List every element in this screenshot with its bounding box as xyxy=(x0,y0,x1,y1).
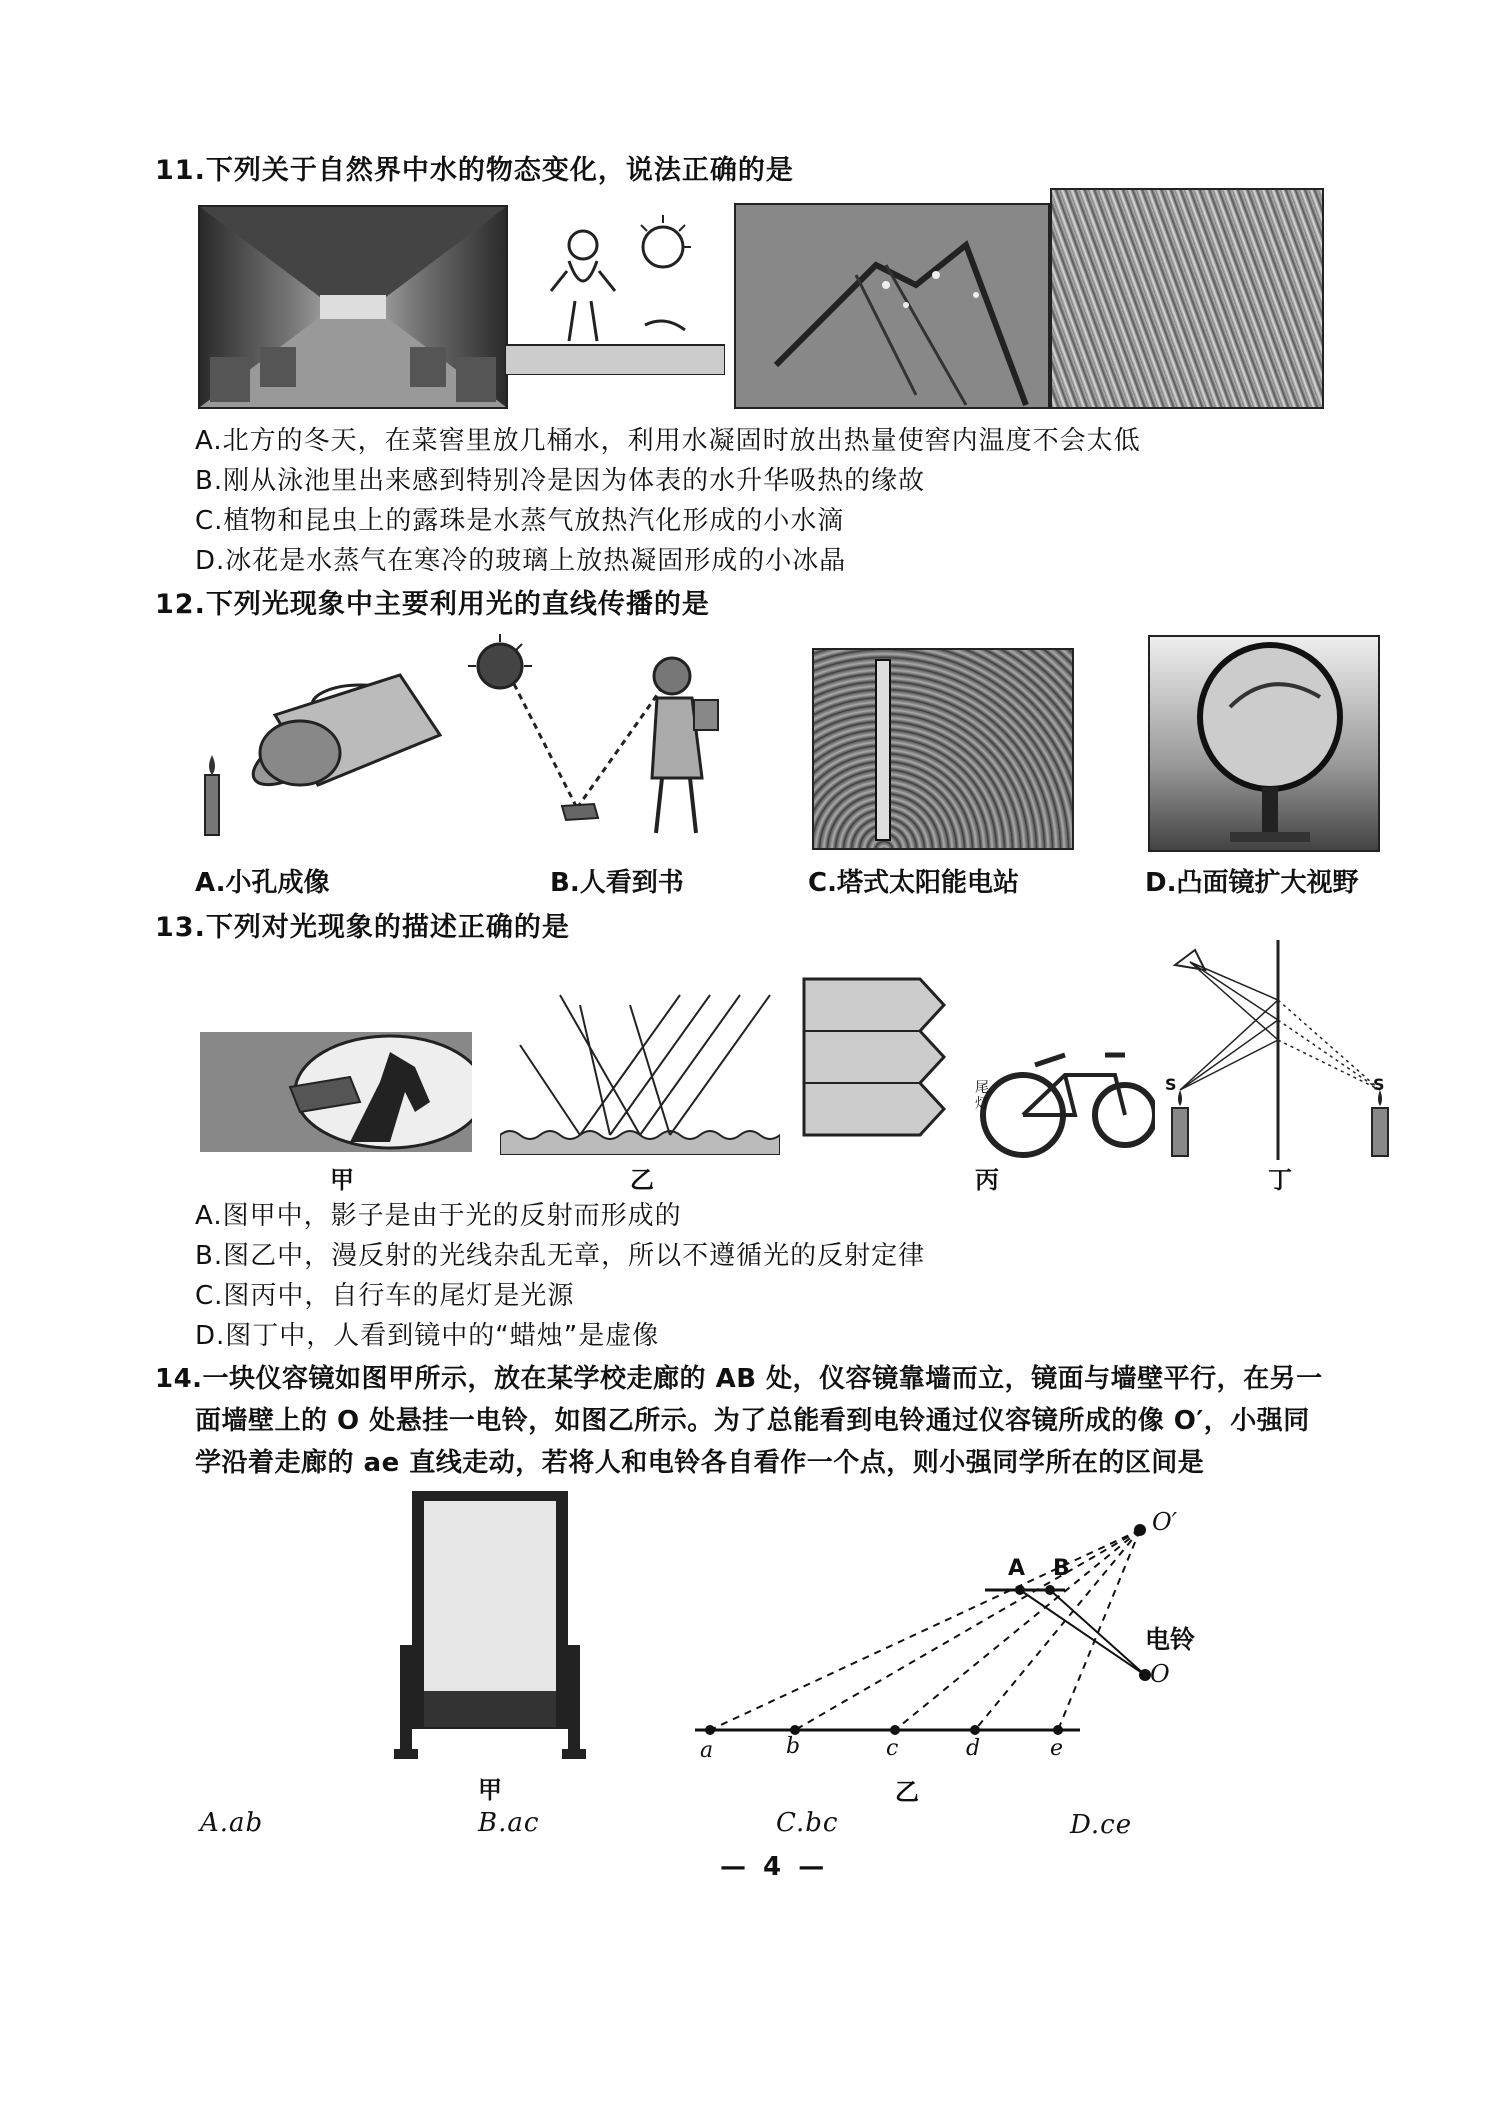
q13-label-bing: 丙 xyxy=(975,1166,999,1194)
q13-option-d: D.图丁中，人看到镜中的“蜡烛”是虚像 xyxy=(195,1321,660,1351)
q13-image-diffuse-reflection xyxy=(500,985,780,1155)
q11-option-c: C.植物和昆虫上的露珠是水蒸气放热汽化形成的小水滴 xyxy=(195,506,845,536)
q14-label-jia: 甲 xyxy=(478,1776,502,1804)
reflection-geometry xyxy=(680,1490,1220,1810)
q13-image-tail-light-reflector xyxy=(800,975,948,1155)
q14-option-b: B.ac xyxy=(478,1808,540,1838)
q13-option-a: A.图甲中，影子是由于光的反射而形成的 xyxy=(195,1201,682,1231)
q14-option-a: A.ab xyxy=(200,1808,264,1838)
q14-label-yi: 乙 xyxy=(895,1778,919,1806)
q11-image-cellar xyxy=(198,205,508,409)
q12-caption-d: D.凸面镜扩大视野 xyxy=(1145,868,1359,898)
q14-stem-line-3: 学沿着走廊的 ae 直线走动，若将人和电铃各自看作一个点，则小强同学所在的区间是 xyxy=(195,1448,1205,1478)
q14-point-b: b xyxy=(786,1734,801,1759)
q12-image-solar-tower xyxy=(812,648,1074,850)
q14-mirror-end-a: A xyxy=(1008,1556,1026,1581)
q12-caption-c: C.塔式太阳能电站 xyxy=(808,868,1019,898)
q14-point-c: c xyxy=(886,1736,899,1761)
q13-s-label-right: S xyxy=(1373,1075,1385,1094)
q12-caption-b: B.人看到书 xyxy=(550,868,684,898)
q13-label-ding: 丁 xyxy=(1268,1166,1292,1194)
q13-image-mirror-candle xyxy=(1150,940,1400,1160)
q11-stem: 11.下列关于自然界中水的物态变化，说法正确的是 xyxy=(155,155,794,186)
cellar-illustration xyxy=(200,207,506,407)
q13-tail-light-label: 尾灯 xyxy=(975,1080,989,1112)
q14-mirror-end-b: B xyxy=(1053,1556,1070,1581)
q14-image-label: O′ xyxy=(1152,1508,1178,1536)
q11-image-insect-dew xyxy=(734,203,1050,409)
q13-label-jia: 甲 xyxy=(330,1166,354,1194)
q13-label-yi: 乙 xyxy=(630,1166,654,1194)
q14-stem-line-1: 14.一块仪容镜如图甲所示，放在某学校走廊的 AB 处，仪容镜靠墙而立，镜面与墙壁平行，在另一 xyxy=(155,1364,1323,1394)
q14-option-c: C.bc xyxy=(776,1808,839,1838)
q14-image-dressing-mirror xyxy=(390,1485,590,1765)
q13-option-c: C.图丙中，自行车的尾灯是光源 xyxy=(195,1281,575,1311)
q13-stem: 13.下列对光现象的描述正确的是 xyxy=(155,912,570,943)
q14-point-d: d xyxy=(966,1736,981,1761)
q12-image-convex-mirror xyxy=(1148,635,1380,852)
q14-stem-line-2: 面墙壁上的 O 处悬挂一电铃，如图乙所示。为了总能看到电铃通过仪容镜所成的像 O′，小强同 xyxy=(195,1406,1310,1436)
q12-stem: 12.下列光现象中主要利用光的直线传播的是 xyxy=(155,589,710,620)
page-number: — 4 — xyxy=(720,1852,829,1882)
q12-image-person-book xyxy=(462,628,742,848)
q11-image-ice-flower xyxy=(1050,188,1324,409)
q12-image-pinhole xyxy=(200,645,460,845)
q14-point-e: e xyxy=(1050,1736,1064,1761)
q13-image-bicycle xyxy=(975,1015,1155,1160)
q13-image-shadow-puppet xyxy=(200,1032,472,1152)
q13-s-label-left: S xyxy=(1165,1075,1177,1094)
q14-diagram xyxy=(680,1490,1220,1810)
q14-point-a: a xyxy=(700,1738,714,1763)
q12-caption-a: A.小孔成像 xyxy=(195,868,330,898)
q11-option-d: D.冰花是水蒸气在寒冷的玻璃上放热凝固形成的小冰晶 xyxy=(195,546,847,576)
q13-option-b: B.图乙中，漫反射的光线杂乱无章，所以不遵循光的反射定律 xyxy=(195,1241,926,1271)
q11-image-swimmer xyxy=(505,205,725,375)
q14-option-d: D.ce xyxy=(1070,1810,1133,1840)
q14-object-label: O xyxy=(1150,1660,1170,1688)
q11-option-a: A.北方的冬天，在菜窖里放几桶水，利用水凝固时放出热量使窖内温度不会太低 xyxy=(195,426,1141,456)
q11-option-b: B.刚从泳池里出来感到特别冷是因为体表的水升华吸热的缘故 xyxy=(195,466,926,496)
q14-bell-label: 电铃 xyxy=(1145,1625,1196,1654)
